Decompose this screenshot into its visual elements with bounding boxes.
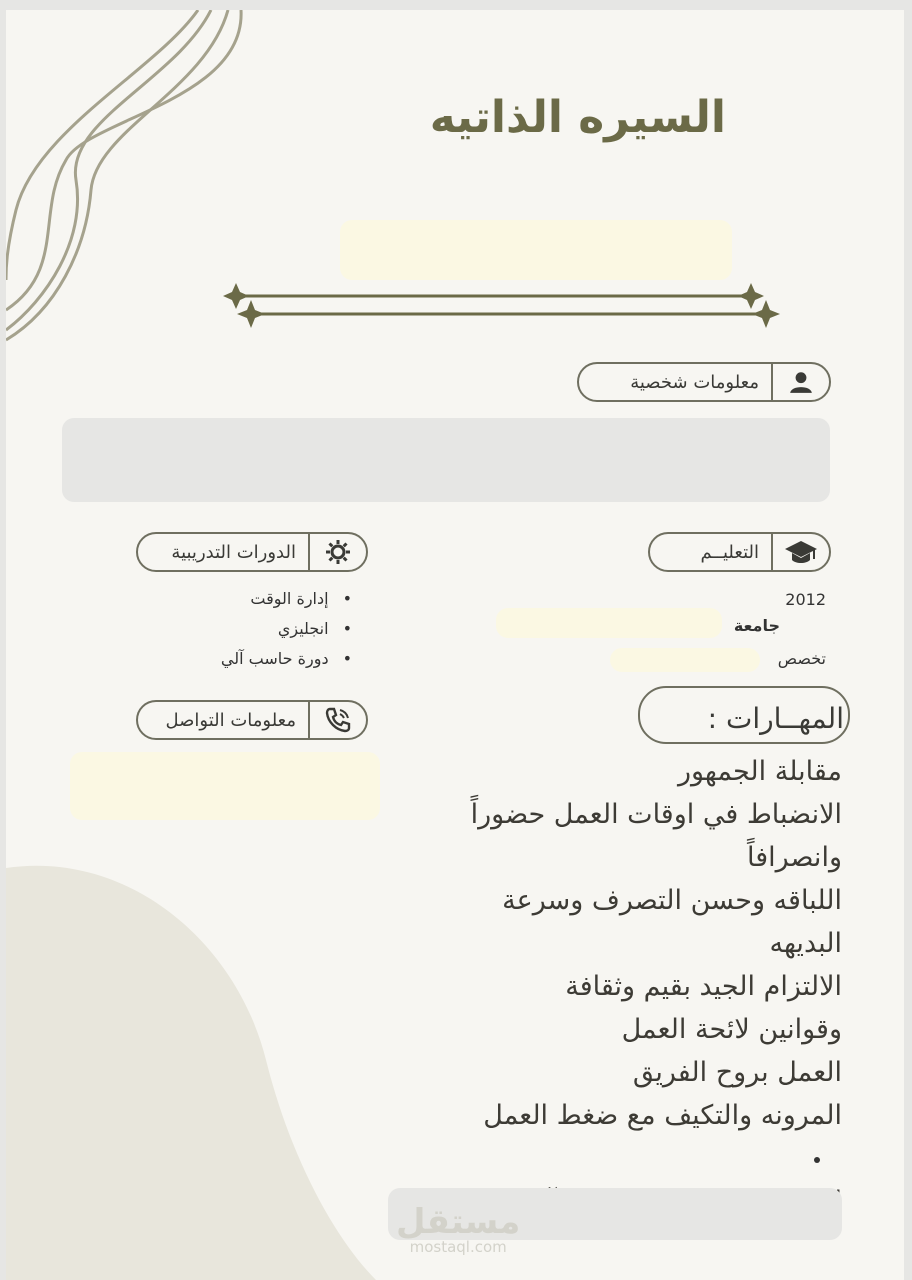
skill-line: الالتزام الجيد بقيم وثقافة [565, 971, 842, 1002]
mostaql-watermark [396, 1202, 520, 1256]
skill-line: العمل بروح الفريق [632, 1057, 842, 1088]
cv-page [6, 10, 904, 1280]
star-divider [211, 278, 791, 338]
courses-label: الدورات التدريبية [171, 541, 296, 563]
personal-info-redaction [62, 418, 830, 502]
graduation-cap-icon [771, 534, 829, 570]
watermark-site: mostaql.com [409, 1238, 507, 1256]
page-title: السيره الذاتيه [429, 92, 726, 143]
name-redaction [340, 220, 732, 280]
skill-line: اللباقه وحسن التصرف وسرعة [502, 885, 842, 916]
skill-line: مقابلة الجمهور [677, 756, 842, 787]
gear-icon [308, 534, 366, 570]
corner-blob-decoration [6, 860, 426, 1280]
list-item: • إدارة الوقت [221, 584, 352, 614]
contact-redaction [70, 752, 380, 820]
list-item: • انجليزي [221, 614, 352, 644]
education-university: جامعة [733, 616, 780, 635]
watermark-brand: مستقل [396, 1202, 521, 1242]
skill-line: الانضباط في اوقات العمل حضوراً [470, 799, 842, 830]
education-label: التعليــم [700, 541, 759, 563]
education-year: 2012 [785, 590, 826, 609]
skill-line: وانصرافاً [746, 842, 842, 873]
personal-info-label: معلومات شخصية [630, 371, 759, 393]
university-redaction [496, 608, 722, 638]
education-pill [648, 532, 831, 572]
skill-line: وقوانين لائحة العمل [621, 1014, 842, 1045]
bullet-dot [814, 1157, 820, 1163]
skill-line-bulleted [462, 1094, 842, 1180]
courses-list [221, 584, 352, 674]
skill-text: المرونه والتكيف مع ضغط العمل [483, 1100, 842, 1131]
education-major: تخصص [777, 649, 826, 668]
phone-icon [308, 702, 366, 738]
contact-label: معلومات التواصل [165, 709, 296, 731]
personal-info-pill [577, 362, 831, 402]
skills-list [462, 750, 842, 1223]
contact-pill [136, 700, 368, 740]
skills-title: المهــارات : [707, 702, 844, 735]
list-item: • دورة حاسب آلي [221, 644, 352, 674]
skill-line: البديهه [769, 928, 842, 959]
courses-pill [136, 532, 368, 572]
major-redaction [610, 648, 760, 672]
user-icon [771, 364, 829, 400]
